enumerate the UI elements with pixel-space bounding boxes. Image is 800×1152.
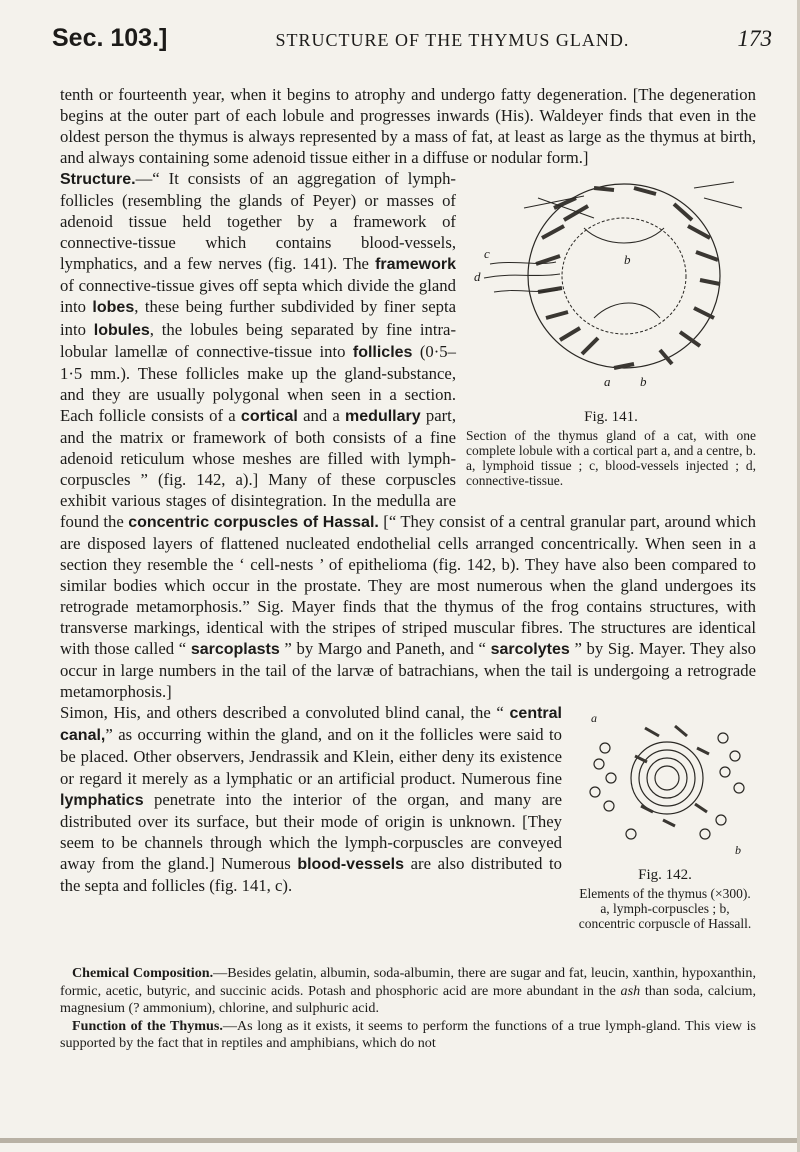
text: , the lobules being separated by fine intra-lobular lamellæ of connective-tissue into xyxy=(60,319,456,361)
text: ” by Sig. Mayer. They also occur in large numbers in the tail of the larvæ of batrachians, when the tail is undergoing a retrograde metamorphosis.] xyxy=(60,639,757,702)
thymus-lobule-illustration xyxy=(464,168,758,400)
paragraph-degeneration: tenth or fourteenth year, when it begins to atrophy and undergo fatty degeneration. [The degeneration begins at the outer part of each lobule and progresses inwards (His). Waldeyer finds that even in the oldest person the thymus is always represented by a mass of fat, at least as large as the thymus at birth, and always containing some adenoid tissue either in a diffuse or nodular form.] xyxy=(60,85,756,168)
fig141-label-a: a xyxy=(604,374,611,390)
text: [“ They consist of a central granular part, around which are disposed layers of flattened nucleated endothelial cells arranged concentrically. When seen in a section they resemble the ‘ cell-nests ’ of epithelioma (fig. 142, b). They have also been compared to similar bodies which occur in the prostate. They are most numerous when the gland undergoes its retrograde metamorphosis.” Sig. Mayer finds that the thymus of the frog contains structures, with transverse markings, identical with the stripes of striped muscular fibres. The structures are identical with those called “ xyxy=(60,511,756,659)
paragraph-function xyxy=(60,1018,756,1053)
text: —As long as it exists, it seems to perform the functions of a true lymph-gland. This view is supported by the fact that in reptiles and amphibians, which do not xyxy=(60,1017,756,1052)
thymus-elements-illustration xyxy=(575,708,755,858)
page-header xyxy=(52,24,772,64)
page-bottom-edge xyxy=(0,1138,800,1143)
figure-142 xyxy=(572,708,758,931)
text: —Besides gelatin, albumin, soda-albumin, there are sugar and fat, leucin, xanthin, hypoxanthin, formic, acetic, butyric, and succinic acids. Potash and phosphoric acid are more abundant in the xyxy=(60,965,757,999)
fig141-label-c: c xyxy=(484,246,490,262)
fig141-label-b-centre: b xyxy=(624,252,631,268)
text: than soda, calcium, magnesium (? ammonium), chlorine, and sulphuric acid. xyxy=(60,982,756,1017)
text: Simon, His, and others described a convoluted blind canal, the “ xyxy=(60,703,510,723)
text: ” by Margo and Paneth, and “ xyxy=(279,639,491,659)
heading-structure: Structure. xyxy=(60,171,136,189)
text: , these being further subdivided by finer septa into xyxy=(60,297,456,339)
figure-142-title: Fig. 142. xyxy=(638,867,692,884)
term-lobes: lobes xyxy=(92,299,135,317)
text: are also distributed to the septa and follicles (fig. 141, c). xyxy=(60,853,562,895)
heading-function: Function of the Thymus. xyxy=(72,1017,223,1034)
lobule-centre xyxy=(562,218,686,334)
running-title: STRUCTURE OF THE THYMUS GLAND. xyxy=(275,30,630,50)
main-text xyxy=(60,84,756,933)
figure-141-title: Fig. 141. xyxy=(584,409,638,426)
term-concentric-corpuscles: concentric corpuscles of Hassal. xyxy=(128,513,379,531)
figure-141-caption: Section of the thymus gland of a cat, with one complete lobule with a cortical part a, and a centre, b. a, lymphoid tissue ; c, blood-vessels injected ; d, connective-tissue. xyxy=(466,428,756,489)
text: (0·5–1·5 mm.). These follicles make up the gland-substance, and they are usually polygonal when seen in a section. Each follicle consists of a xyxy=(60,341,456,425)
term-central-canal: central canal, xyxy=(60,705,562,745)
fig142-label-a: a xyxy=(591,711,597,726)
blood-vessels xyxy=(484,182,742,318)
term-sarcolytes: sarcolytes xyxy=(490,641,570,659)
heading-chemical-composition: Chemical Composition. xyxy=(72,965,214,981)
text: ” as occurring within the gland, and on it the follicles were said to be placed. Other observers, Jendrassik and Klein, either deny its existence or regard it merely as a lymphatic or an artificial product. Numerous fine xyxy=(60,725,562,788)
hassall-corpuscle xyxy=(631,742,703,814)
paragraph-chemical-composition xyxy=(60,965,756,1018)
term-ash: ash xyxy=(620,982,641,999)
figure-142-caption: Elements of the thymus (×300). a, lymph-corpuscles ; b, concentric corpuscle of Hassall. xyxy=(578,886,752,932)
term-medullary: medullary xyxy=(345,407,421,425)
text: of connective-tissue gives off septa which divide the gland into xyxy=(60,276,456,317)
figure-141 xyxy=(464,168,758,488)
section-number: Sec. 103.] xyxy=(52,24,168,52)
fig142-label-b: b xyxy=(735,843,741,858)
small-print-section xyxy=(60,965,756,1053)
text: —“ It consists of an aggregation of lymph-follicles (resembling the glands of Peyer) or masses of adenoid tissue held together by a framework of connective-tissue which contains blood-vessels, lymphatics, and a few nerves (fig. 141). The xyxy=(60,169,456,274)
text: part, and the matrix or framework of both consists of a fine adenoid reticulum whose meshes are filled with lymph-corpuscles ” (fig. 142, a).] Many of these corpuscles exhibit various stages of disintegration. In the medulla are found the xyxy=(60,405,456,531)
term-follicles: follicles xyxy=(352,343,413,361)
corpuscle-hatching xyxy=(635,726,709,826)
text: and a xyxy=(297,405,346,425)
term-framework: framework xyxy=(375,256,456,274)
term-sarcoplasts: sarcoplasts xyxy=(190,641,280,659)
term-cortical: cortical xyxy=(240,407,298,425)
fig141-label-b: b xyxy=(640,374,647,390)
page-number: 173 xyxy=(737,26,772,51)
term-lymphatics: lymphatics xyxy=(60,791,144,809)
term-blood-vessels: blood-vessels xyxy=(297,855,405,873)
fig141-label-d: d xyxy=(474,269,481,285)
term-lobules: lobules xyxy=(93,321,150,339)
cortical-hatching xyxy=(536,188,720,368)
text: penetrate into the interior of the organ, and many are distributed over its surface, but their mode of origin is unknown. [They seem to be channels through which the lymph-corpuscles are conveyed away from the gland.] Numerous xyxy=(60,789,562,873)
